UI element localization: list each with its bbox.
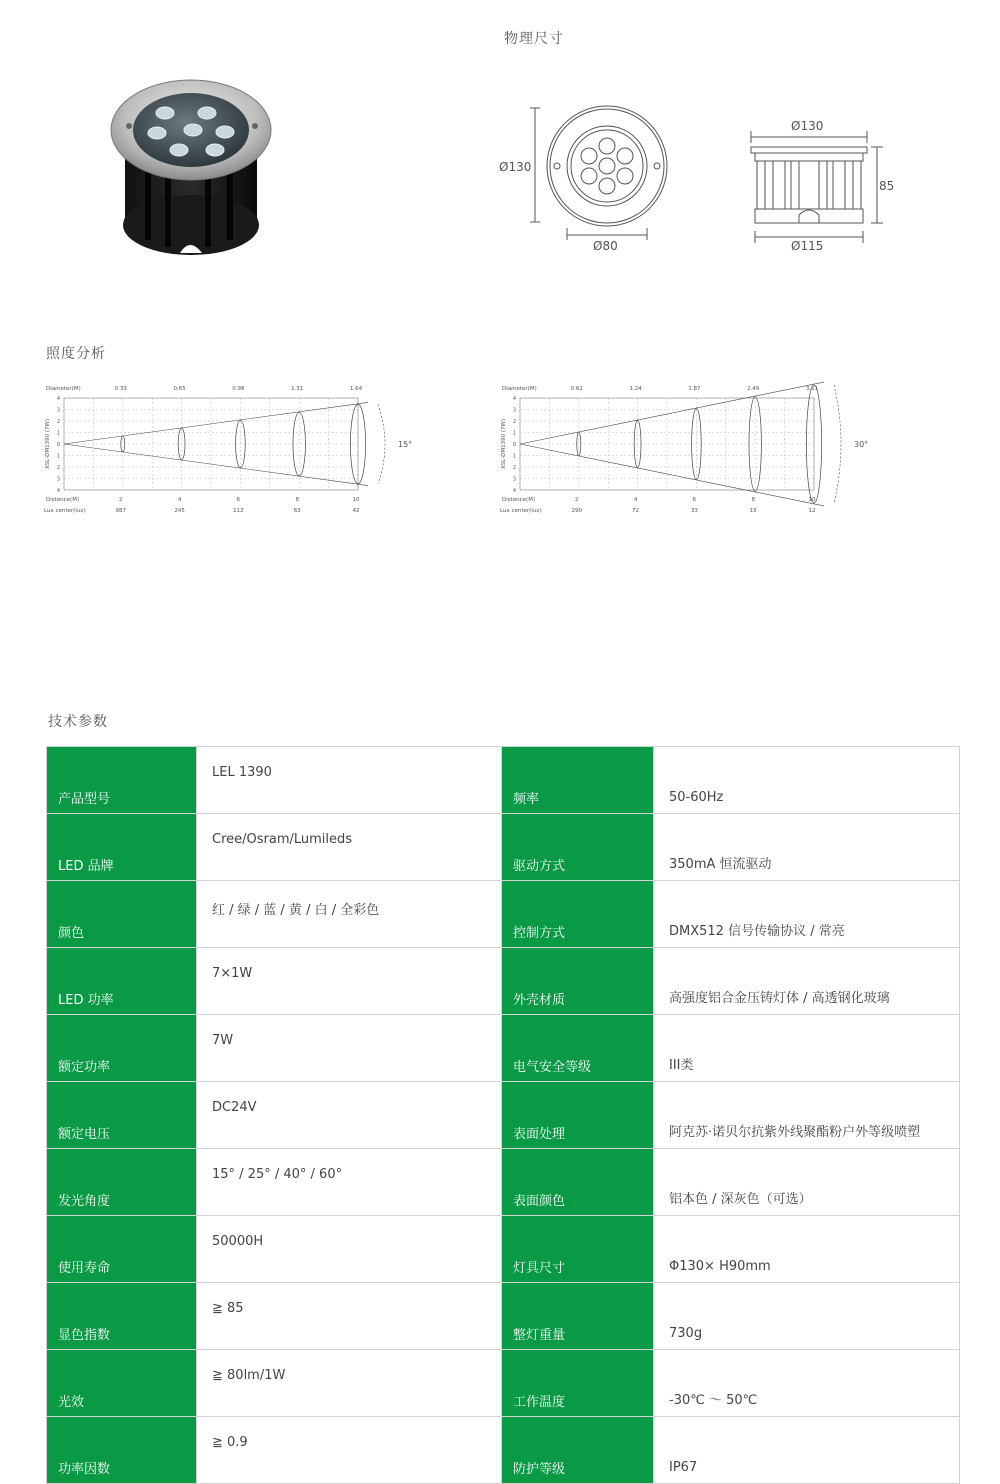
spec-value-left: ≧ 85	[197, 1283, 502, 1350]
spec-value-right: -30℃ ～ 50℃	[654, 1350, 960, 1417]
lux-tick: 987	[115, 508, 127, 514]
spec-row	[47, 1082, 960, 1149]
side-top-label: Ø130	[791, 119, 824, 133]
angle-arc	[378, 404, 385, 483]
spec-value-right: 高强度铝合金压铸灯体 / 高透钢化玻璃	[654, 948, 960, 1015]
spec-value-right: 50-60Hz	[654, 747, 960, 814]
lux-tick: 19	[749, 508, 757, 514]
specs-table	[46, 746, 960, 1484]
y-tick-label: 1	[56, 430, 60, 437]
spec-value-right: 350mA 恒流驱动	[654, 814, 960, 881]
spec-row	[47, 881, 960, 948]
spec-value-left: 7×1W	[197, 948, 502, 1015]
spec-key-right: 控制方式	[502, 881, 654, 948]
y-tick-label: 3	[512, 407, 516, 414]
spec-key-right: 驱动方式	[502, 814, 654, 881]
distance-tick: 10	[808, 497, 816, 503]
distance-tick: 6	[236, 497, 241, 503]
spec-value-left: DC24V	[197, 1082, 502, 1149]
y-tick-label: 2	[512, 419, 516, 425]
spec-key-right: 工作温度	[502, 1350, 654, 1417]
y-tick-label: 2	[512, 465, 516, 471]
diameter-tick: 0.98	[232, 386, 245, 392]
side-height-label: 85	[879, 179, 895, 193]
spec-value-left: Cree/Osram/Lumileds	[197, 814, 502, 881]
lux-axis-label: Lux center(lux)	[44, 508, 86, 514]
y-tick-label: 3	[56, 476, 60, 483]
spec-key-left: 额定功率	[47, 1015, 197, 1082]
beam-angle-label: 30°	[854, 440, 869, 449]
y-tick-label: 2	[56, 465, 60, 471]
y-tick-label: 3	[512, 476, 516, 483]
diameter-tick: 3.11	[805, 386, 819, 392]
spec-row	[47, 1216, 960, 1283]
spec-key-left: 使用寿命	[47, 1216, 197, 1283]
beam-angle-label: 15°	[398, 440, 413, 449]
spec-row	[47, 1283, 960, 1350]
angle-arc	[834, 385, 841, 503]
spec-value-right: III类	[654, 1015, 960, 1082]
spec-value-right: DMX512 信号传输协议 / 常亮	[654, 881, 960, 948]
diameter-axis-label: Diameter(M)	[502, 386, 537, 392]
lux-tick: 245	[174, 508, 185, 514]
y-tick-label: 4	[56, 488, 60, 494]
lux-tick: 63	[293, 508, 301, 514]
diameter-tick: 1.31	[291, 386, 304, 392]
spec-key-left: LED 功率	[47, 948, 197, 1015]
beam-edge	[64, 444, 368, 486]
spec-key-left: LED 品牌	[47, 814, 197, 881]
spec-value-right: 730g	[654, 1283, 960, 1350]
spec-value-left: 红 / 绿 / 蓝 / 黄 / 白 / 全彩色	[197, 881, 502, 948]
lux-tick: 42	[352, 508, 360, 514]
spec-key-left: 显色指数	[47, 1283, 197, 1350]
spec-key-left: 额定电压	[47, 1082, 197, 1149]
illuminance-heading: 照度分析	[46, 346, 106, 362]
spec-key-left: 光效	[47, 1350, 197, 1417]
spec-row	[47, 948, 960, 1015]
y-tick-label: 0	[512, 442, 516, 448]
specs-heading: 技术参数	[48, 714, 108, 730]
lux-tick: 112	[233, 508, 244, 514]
distance-tick: 4	[177, 497, 182, 503]
side-model-label: XSL-DM1390 (7W)	[45, 418, 51, 470]
spec-row	[47, 1015, 960, 1082]
spec-key-right: 灯具尺寸	[502, 1216, 654, 1283]
dimensions-heading: 物理尺寸	[504, 31, 564, 47]
spec-row	[47, 1350, 960, 1417]
spec-value-left: 15° / 25° / 40° / 60°	[197, 1149, 502, 1216]
diameter-axis-label: Diameter(M)	[46, 386, 81, 392]
beam-chart-15	[40, 380, 440, 520]
side-view-drawing	[745, 115, 905, 260]
y-tick-label: 4	[512, 488, 516, 494]
distance-tick: 2	[575, 497, 579, 503]
y-tick-label: 2	[56, 419, 60, 425]
distance-tick: 4	[633, 497, 638, 503]
diameter-tick: 0.33	[114, 386, 127, 392]
distance-tick: 8	[295, 497, 299, 503]
product-photo	[105, 75, 280, 265]
distance-tick: 8	[751, 497, 755, 503]
lux-tick: 290	[571, 508, 583, 514]
y-tick-label: 0	[56, 442, 60, 448]
spec-row	[47, 1417, 960, 1484]
distance-tick: 2	[119, 497, 123, 503]
diameter-tick: 1.87	[688, 386, 701, 392]
top-dia-label: Ø130	[499, 160, 532, 174]
y-tick-label: 1	[512, 430, 516, 437]
diameter-tick: 0.62	[570, 386, 583, 392]
beam-edge	[520, 382, 824, 444]
spec-key-left: 颜色	[47, 881, 197, 948]
spec-key-right: 表面处理	[502, 1082, 654, 1149]
diameter-tick: 2.49	[747, 386, 760, 392]
spec-key-right: 整灯重量	[502, 1283, 654, 1350]
lux-axis-label: Lux center(lux)	[500, 508, 542, 514]
spec-key-right: 表面颜色	[502, 1149, 654, 1216]
lux-tick: 72	[632, 508, 640, 514]
spec-value-right: 阿克苏·诺贝尔抗紫外线聚酯粉户外等级喷塑	[654, 1082, 960, 1149]
y-tick-label: 4	[56, 396, 60, 402]
top-view-drawing	[495, 100, 675, 260]
side-model-label: XSL-DM1390 (7W)	[501, 418, 507, 470]
spec-value-right: Φ130× H90mm	[654, 1216, 960, 1283]
spec-row	[47, 1149, 960, 1216]
spec-key-right: 电气安全等级	[502, 1015, 654, 1082]
spec-key-right: 防护等级	[502, 1417, 654, 1484]
spec-key-left: 功率因数	[47, 1417, 197, 1484]
spec-value-left: ≧ 80lm/1W	[197, 1350, 502, 1417]
beam-edge	[520, 444, 824, 506]
lux-tick: 12	[808, 508, 816, 514]
spec-value-right: 铝本色 / 深灰色（可选）	[654, 1149, 960, 1216]
spec-value-right: IP67	[654, 1417, 960, 1484]
spec-value-left: LEL 1390	[197, 747, 502, 814]
y-tick-label: 4	[512, 396, 516, 402]
spec-key-left: 发光角度	[47, 1149, 197, 1216]
lux-tick: 33	[690, 508, 698, 514]
y-tick-label: 1	[512, 453, 516, 460]
distance-tick: 6	[692, 497, 697, 503]
spec-key-right: 频率	[502, 747, 654, 814]
top-inner-label: Ø80	[593, 239, 618, 253]
y-tick-label: 1	[56, 453, 60, 460]
beam-edge	[64, 402, 368, 444]
diameter-tick: 1.64	[349, 386, 363, 392]
distance-axis-label: Distance(M)	[46, 497, 80, 503]
spec-value-left: ≧ 0.9	[197, 1417, 502, 1484]
diameter-tick: 1.24	[629, 386, 642, 392]
spec-key-left: 产品型号	[47, 747, 197, 814]
spec-value-left: 7W	[197, 1015, 502, 1082]
spec-key-right: 外壳材质	[502, 948, 654, 1015]
side-bottom-label: Ø115	[791, 239, 824, 253]
beam-chart-30	[496, 380, 896, 520]
spec-row	[47, 814, 960, 881]
spec-value-left: 50000H	[197, 1216, 502, 1283]
distance-axis-label: Distance(M)	[502, 497, 536, 503]
diameter-tick: 0.65	[173, 386, 186, 392]
spec-row	[47, 747, 960, 814]
distance-tick: 10	[352, 497, 360, 503]
y-tick-label: 3	[56, 407, 60, 414]
